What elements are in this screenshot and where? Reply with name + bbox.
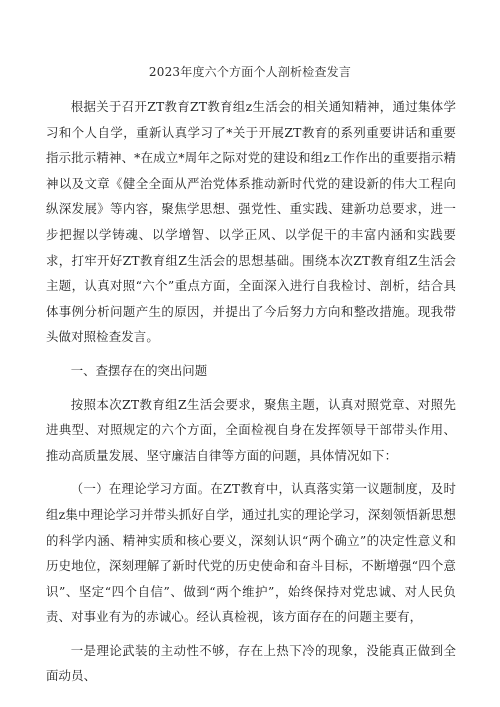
point-1-issue-1-paragraph: 一是理论武装的主动性不够，存在上热下冷的现象，没能真正做到全面动员、 bbox=[46, 642, 456, 684]
point-1-paragraph: （一）在理论学习方面。在ZT教育中，认真落实第一议题制度，及时组z集中理论学习并带头抓好自学，通过扎实的理论学习，深刻领悟新思想的科学内涵、精神实质和核心要义，深刻认识“两个确立”的决定性意义和历史地位，深刻理解了新时代党的历史使命和奋斗目标，不断增强“四个意识”、坚定“四个自信”、做到“两个维护”，始终保持对党忠诚、对人民负责、对事业有为的赤诚心。经认真检视，该方面存在的问题主要有， bbox=[46, 481, 456, 625]
section-heading-1: 一、查摆存在的突出问题 bbox=[70, 362, 208, 378]
section-1-intro-paragraph: 按照本次ZT教育组Z生活会要求，聚焦主题，认真对照党章、对照先进典型、对照规定的六个方面，全面检视自身在发挥领导干部带头作用、推动高质量发展、坚守廉洁自律等方面的问题，具体情况如下： bbox=[46, 396, 456, 463]
document-body bbox=[46, 94, 456, 689]
intro-paragraph: 根据关于召开ZT教育ZT教育组z生活会的相关通知精神，通过集体学习和个人自学，重新认真学习了*关于开展ZT教育的系列重要讲话和重要指示批示精神、*在成立*周年之际对党的建设和组z工作作出的重要指示精神以及文章《健全全面从严治党体系推动新时代党的建设新的伟大工程向纵深发展》等内容，聚焦学思想、强党性、重实践、建新功总要求，进一步把握以学铸魂、以学增智、以学正风、以学促干的丰富内涵和实践要求，打牢开好ZT教育组Z生活会的思想基础。围绕本次ZT教育组Z生活会主题，认真对照“六个”重点方面，全面深入进行自我检讨、剖析，结合具体事例分析问题产生的原因，并提出了今后努力方向和整改措施。现我带头做对照检查发言。 bbox=[46, 99, 456, 345]
document-title: 2023年度六个方面个人剖析检查发言 bbox=[148, 65, 352, 79]
